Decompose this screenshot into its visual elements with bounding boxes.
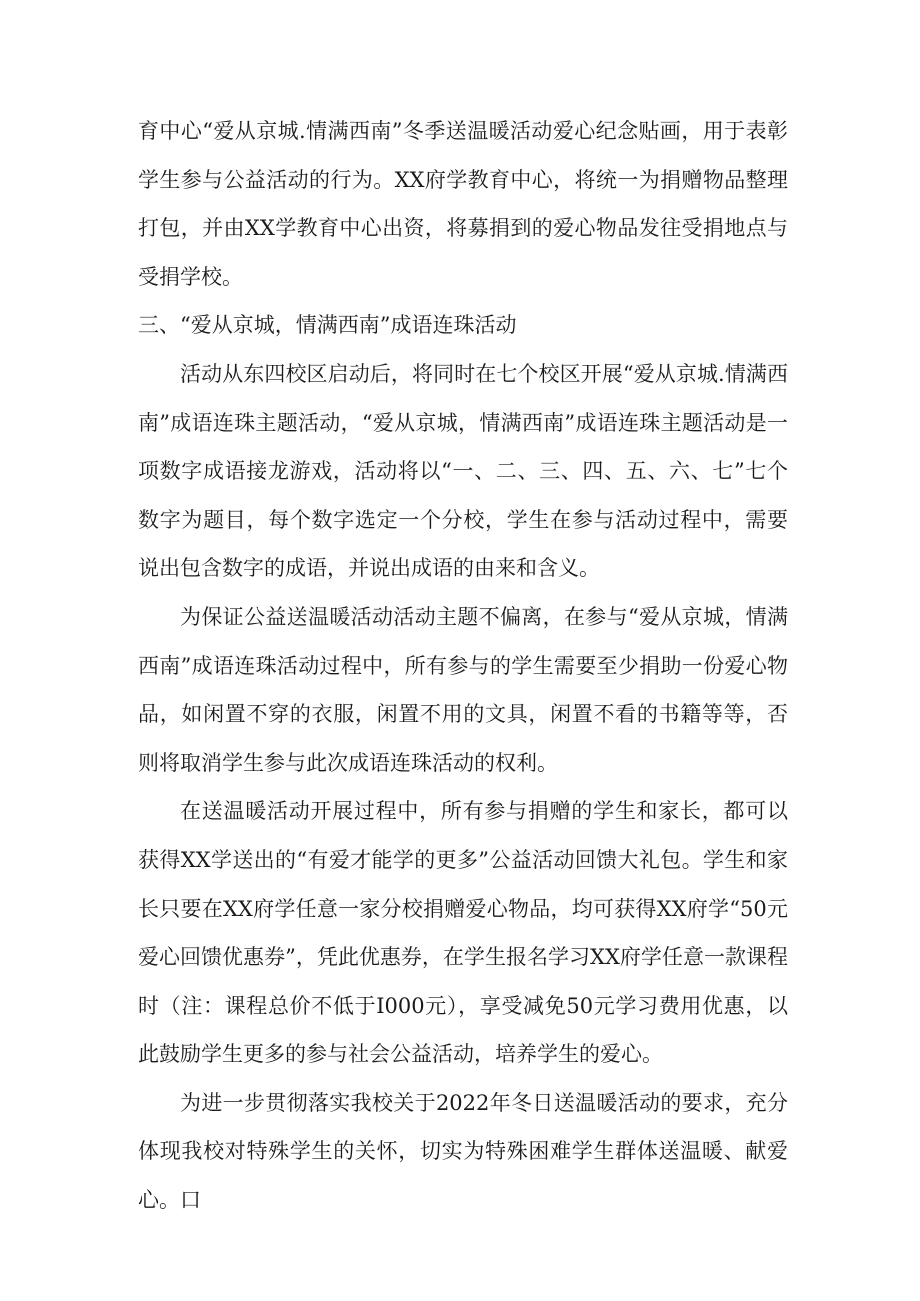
paragraph-1: 育中心“爱从京城.情满西南”冬季送温暖活动爱心纪念贴画，用于表彰学生参与公益活动的行为。XX府学教育中心，将统一为捐赠物品整理打包，并由XX学教育中心出资，将募捐到的爱心物品发往受捐地点与受捐学校。 xyxy=(138,119,788,289)
section-heading-3: 三、“爱从京城，情满西南”成语连珠活动 xyxy=(138,313,517,338)
paragraph-4: 在送温暖活动开展过程中，所有参与捐赠的学生和家长，都可以获得XX学送出的“有爱才能学的更多”公益活动回馈大礼包。学生和家长只要在XX府学任意一家分校捐赠爱心物品，均可获得XX府学“50元爱心回馈优惠券”，凭此优惠券，在学生报名学习XX府学任意一款课程时（注：课程总价不低于I000元），享受减免50元学习费用优惠，以此鼓励学生更多的参与社会公益活动，培养学生的爱心。 xyxy=(138,799,788,1067)
paragraph-5: 为进一步贯彻落实我校关于2022年冬日送温暖活动的要求，充分体现我校对特殊学生的关怀，切实为特殊困难学生群体送温暖、献爱心。口 xyxy=(138,1090,788,1213)
paragraph-2: 活动从东四校区启动后，将同时在七个校区开展“爱从京城.情满西南”成语连珠主题活动，“爱从京城，情满西南”成语连珠主题活动是一项数字成语接龙游戏，活动将以“一、二、三、四、五、六、七”七个数字为题目，每个数字选定一个分校，学生在参与活动过程中，需要说出包含数字的成语，并说出成语的由来和含义。 xyxy=(138,361,788,581)
document-body xyxy=(138,107,788,1225)
paragraph-3: 为保证公益送温暖活动活动主题不偏离，在参与“爱从京城，情满西南”成语连珠活动过程中，所有参与的学生需要至少捐助一份爱心物品，如闲置不穿的衣服，闲置不用的文具，闲置不看的书籍等等，否则将取消学生参与此次成语连珠活动的权利。 xyxy=(138,604,788,775)
